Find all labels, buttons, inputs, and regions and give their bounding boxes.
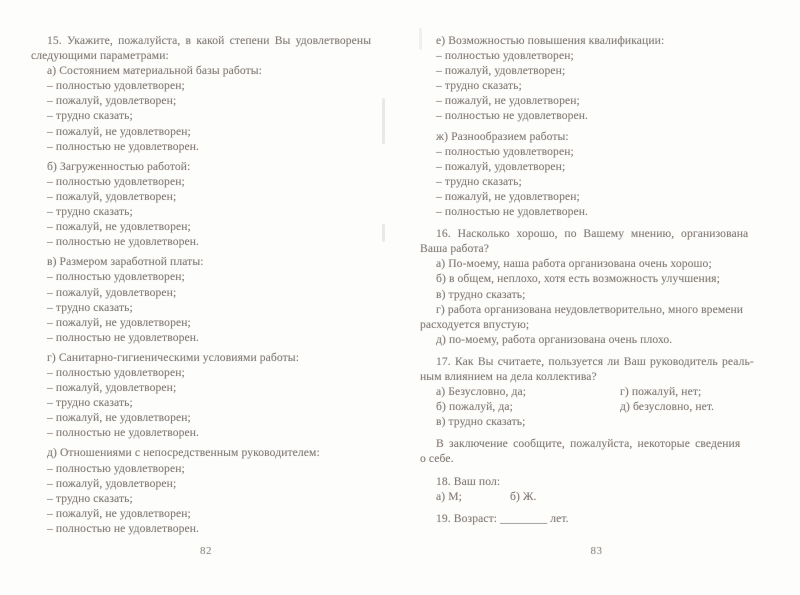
answer-option: д) по-моему, работа организована очень плохо.	[436, 332, 673, 346]
answer-option: – пожалуй, удовлетворен;	[47, 285, 177, 299]
question-16	[420, 226, 773, 347]
page-number-82: 82	[200, 545, 212, 557]
section-label: д) Отношениями с непосредственным руководителем:	[47, 446, 320, 460]
answer-option: – пожалуй, не удовлетворен;	[436, 189, 580, 203]
answer-option: б) в общем, неплохо, хотя есть возможность улучшения;	[436, 272, 720, 286]
answer-option: – полностью не удовлетворен.	[47, 426, 200, 440]
question-15-section-zh	[420, 129, 773, 220]
answer-option: – пожалуй, удовлетворен;	[47, 94, 177, 108]
page-83	[420, 33, 773, 526]
answer-option: – пожалуй, удовлетворен;	[47, 476, 177, 490]
answer-option: б) пожалуй, да;	[436, 400, 513, 414]
answer-option: – полностью не удовлетворен.	[47, 235, 200, 249]
page-82	[31, 33, 381, 536]
section-label: а) Состоянием материальной базы работы:	[47, 64, 262, 78]
question-18	[420, 474, 773, 504]
answer-option: – пожалуй, не удовлетворен;	[47, 506, 191, 520]
closing-note-line-1: В заключение сообщите, пожалуйста, некоторые сведения	[436, 437, 741, 451]
page-number-83: 83	[590, 545, 603, 557]
answer-option: – полностью не удовлетворен.	[47, 330, 200, 344]
answer-option: – полностью не удовлетворен.	[47, 139, 200, 153]
answer-option: д) безусловно, нет.	[620, 400, 715, 414]
answer-option: – трудно сказать;	[47, 491, 133, 505]
answer-option: – пожалуй, удовлетворен;	[436, 159, 566, 173]
answer-option: г) пожалуй, нет;	[620, 385, 702, 399]
answer-option-female: б) Ж.	[510, 489, 537, 503]
question-17-intro-line-1: 17. Как Вы считаете, пользуется ли Ваш руководитель реаль-	[436, 354, 754, 368]
answer-option-row	[420, 489, 773, 504]
answer-option: – полностью не удовлетворен.	[436, 109, 589, 123]
answer-option: – полностью удовлетворен;	[47, 365, 185, 379]
answer-option: – пожалуй, удовлетворен;	[47, 381, 177, 395]
answer-option: – полностью удовлетворен;	[47, 461, 185, 475]
answer-option: – полностью удовлетворен;	[47, 174, 185, 188]
answer-option: – полностью удовлетворен;	[436, 49, 574, 63]
scan-gutter-mark	[382, 224, 385, 242]
answer-option: – трудно сказать;	[436, 174, 522, 188]
answer-option: – трудно сказать;	[47, 205, 133, 219]
answer-option: – пожалуй, удовлетворен;	[436, 64, 566, 78]
answer-option-row	[420, 384, 773, 399]
closing-note	[420, 436, 773, 466]
answer-option: – полностью удовлетворен;	[436, 144, 574, 158]
question-19	[420, 511, 773, 526]
answer-option: – трудно сказать;	[47, 300, 133, 314]
answer-option-male: а) М;	[436, 489, 462, 503]
question-17-intro-line-2: ным влиянием на дела коллектива?	[420, 369, 597, 383]
answer-option: – трудно сказать;	[436, 79, 522, 93]
answer-option: а) По-моему, наша работа организована очень хорошо;	[436, 257, 712, 271]
answer-option: в) трудно сказать;	[436, 287, 526, 301]
question-15-section-a	[31, 63, 381, 154]
section-label: б) Загруженностью работой:	[47, 159, 191, 173]
question-16-intro-line-2: Ваша работа?	[420, 242, 490, 256]
closing-note-line-2: о себе.	[420, 452, 454, 466]
answer-option: – полностью удовлетворен;	[47, 270, 185, 284]
question-15-section-e	[420, 33, 773, 124]
question-15-section-v	[31, 254, 381, 345]
answer-option: – трудно сказать;	[47, 109, 133, 123]
answer-option: – трудно сказать;	[47, 396, 133, 410]
answer-option-row	[420, 399, 773, 414]
question-15	[31, 33, 381, 63]
answer-option: в) трудно сказать;	[436, 415, 526, 429]
question-15-intro-line-1: 15. Укажите, пожалуйста, в какой степени Вы удовлетворены	[47, 34, 372, 47]
answer-option-continuation: расходуется впустую;	[420, 317, 530, 331]
question-15-intro-line-2: следующими параметрами:	[31, 49, 169, 63]
answer-option: – полностью не удовлетворен.	[47, 521, 200, 535]
question-15-section-g	[31, 350, 381, 441]
answer-option: г) работа организована неудовлетворительно, много времени	[436, 302, 744, 316]
question-17	[420, 354, 773, 429]
answer-option: – пожалуй, не удовлетворен;	[47, 124, 191, 138]
answer-option: – пожалуй, не удовлетворен;	[47, 220, 191, 234]
section-label: г) Санитарно-гигиеническими условиями работы:	[47, 350, 300, 364]
answer-option: а) Безусловно, да;	[436, 385, 527, 399]
question-15-section-b	[31, 159, 381, 250]
question-18-label: 18. Ваш пол:	[436, 474, 501, 488]
question-16-intro-line-1: 16. Насколько хорошо, по Вашему мнению, организована	[436, 227, 749, 241]
scan-gutter-mark	[382, 98, 385, 144]
answer-option: – пожалуй, не удовлетворен;	[436, 94, 580, 108]
section-label: е) Возможностью повышения квалификации:	[436, 34, 665, 47]
section-label: ж) Разнообразием работы:	[436, 129, 569, 143]
question-19-label: 19. Возраст: ________ лет.	[436, 511, 569, 525]
answer-option: – пожалуй, не удовлетворен;	[47, 411, 191, 425]
section-label: в) Размером заработной платы:	[47, 255, 204, 269]
answer-option: – пожалуй, удовлетворен;	[47, 189, 177, 203]
answer-option: – пожалуй, не удовлетворен;	[47, 315, 191, 329]
answer-option: – полностью не удовлетворен.	[436, 205, 589, 219]
question-15-section-d	[31, 445, 381, 536]
answer-option: – полностью удовлетворен;	[47, 79, 185, 93]
